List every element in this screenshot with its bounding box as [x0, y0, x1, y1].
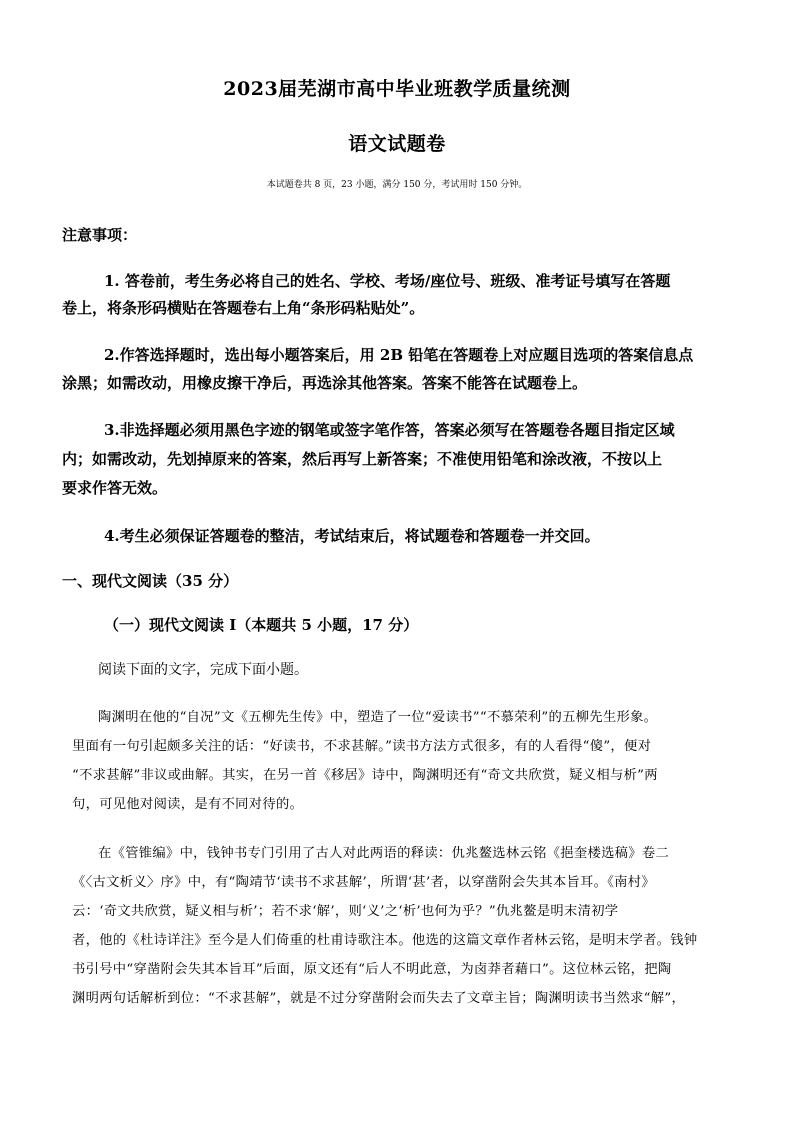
- notice-item-3-line-2: 内；如需改动，先划掉原来的答案，然后再写上新答案；不准使用铅笔和涂改液，不按以上: [62, 450, 663, 468]
- passage-p1-line-2: 里面有一句引起颇多关注的话：“好读书，不求甚解。”读书方法方式很多，有的人看得“傻”，便对: [72, 739, 652, 754]
- notice-item-3-line-3: 要求作答无效。: [62, 479, 168, 497]
- passage-p2-line-4: 者，他的《杜诗详注》至今是人们倚重的杜甫诗歌注本。他选的这篇文章作者林云铭，是明末学者。钱钟: [72, 933, 698, 948]
- passage-p1-line-3: “不求甚解”非议或曲解。其实，在另一首《移居》诗中，陶渊明还有“奇文共欣赏，疑义相与析”两: [72, 768, 658, 783]
- passage-p1-line-4: 句，可见他对阅读，是有不同对待的。: [72, 797, 304, 812]
- notice-item-1-line-1: 1. 答卷前，考生务必将自己的姓名、学校、考场/座位号、班级、准考证号填写在答题: [104, 272, 671, 290]
- notice-item-2-line-2: 涂黑；如需改动，用橡皮擦干净后，再选涂其他答案。答案不能答在试题卷上。: [62, 374, 588, 392]
- exam-subtitle: 语文试题卷: [348, 133, 446, 155]
- notice-item-3-line-1: 3.非选择题必须用黑色字迹的钢笔或签字笔作答，答案必须写在答题卷各题目指定区域: [104, 421, 675, 439]
- exam-title: 2023届芜湖市高中毕业班教学质量统测: [223, 78, 571, 100]
- section-heading: 一、现代文阅读（35 分）: [62, 572, 239, 590]
- notice-item-1-line-2: 卷上，将条形码横贴在答题卷右上角“条形码粘贴处”。: [62, 299, 425, 317]
- exam-summary: 本试题卷共 8 页，23 小题，满分 150 分，考试用时 150 分钟。: [266, 180, 528, 190]
- notice-heading: 注意事项：: [62, 226, 138, 244]
- section-subheading: （一）现代文阅读 I（本题共 5 小题，17 分）: [104, 616, 419, 634]
- passage-p2-line-1: 在《管锥编》中，钱钟书专门引用了古人对此两语的释读：仇兆鳌选林云铭《挹奎楼选稿》卷二: [98, 846, 670, 861]
- passage-p2-line-5: 书引号中“穿凿附会失其本旨耳”后面，原文还有“后人不明此意，为卤莽者藉口”。这位林云铭，把陶: [72, 962, 672, 977]
- passage-p2-line-3: 云：‘奇文共欣赏，疑义相与析’；若不求‘解’，则‘义’之‘析’也何为乎？”仇兆鳌是明末清初学: [72, 904, 619, 919]
- passage-p2-line-6: 渊明两句话解析到位：“不求甚解”，就是不过分穿凿附会而失去了文章主旨；陶渊明读书当然求“解”，: [72, 991, 686, 1006]
- notice-item-2-line-1: 2.作答选择题时，选出每小题答案后，用 2B 铅笔在答题卷上对应题目选项的答案信息点: [104, 346, 694, 364]
- reading-instruction: 阅读下面的文字，完成下面小题。: [98, 662, 308, 678]
- passage-p1-line-1: 陶渊明在他的“自况”文《五柳先生传》中，塑造了一位“爱读书”“不慕荣利”的五柳先生形象。: [98, 710, 658, 725]
- passage-p2-line-2: 《〈古文析义〉序》中，有“陶靖节‘读书不求甚解’，所谓‘甚’者，以穿凿附会失其本旨耳。《南村》: [72, 875, 655, 890]
- notice-item-4-line-1: 4.考生必须保证答题卷的整洁，考试结束后，将试题卷和答题卷一并交回。: [104, 527, 600, 545]
